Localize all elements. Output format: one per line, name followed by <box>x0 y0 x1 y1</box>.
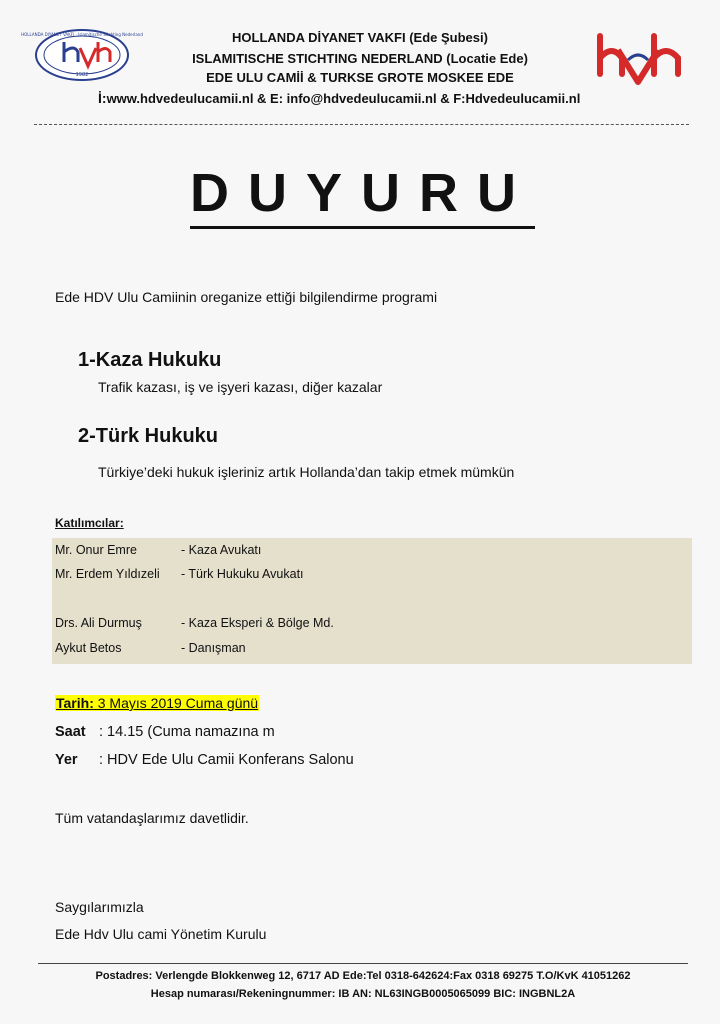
footer-bank: Hesap numarası/Rekeningnummer: IB AN: NL63INGB0005065099 BIC: INGBNL2A <box>150 988 576 1000</box>
invitation-text: Tüm vatandaşlarımız davetlidir. <box>55 810 249 826</box>
hdv-brand-logo <box>592 30 688 86</box>
event-location <box>55 752 354 768</box>
location-label: Yer <box>55 752 78 768</box>
participants-heading: Katılımcılar: <box>55 516 124 530</box>
footer-address: Postadres: Verlengde Blokkenweg 12, 6717 AD Ede:Tel 0318-642624:Fax 0318 69275 T.O/KvK 41051262 <box>95 970 631 982</box>
location-value: : HDV Ede Ulu Camii Konferans Salonu <box>99 752 354 768</box>
closing-signatory: Ede Hdv Ulu cami Yönetim Kurulu <box>55 926 267 942</box>
section-1-title: 1-Kaza Hukuku <box>78 349 222 371</box>
date-label: Tarih: <box>56 695 94 711</box>
section-2-desc: Türkiye’deki hukuk işleriniz artık Hollanda’dan takip etmek mümkün <box>98 464 515 480</box>
participant-row <box>55 616 334 630</box>
time-value: : 14.15 (Cuma namazına m <box>99 724 275 740</box>
header-line-1: HOLLANDA DİYANET VAKFI (Ede Şubesi) <box>232 30 488 45</box>
participant-row <box>55 567 304 581</box>
event-date <box>55 695 259 711</box>
contact-lead: İ: <box>98 90 107 106</box>
participant-name: Mr. Erdem Yıldızeli <box>55 567 160 581</box>
participant-role: - Kaza Avukatı <box>181 543 262 557</box>
participant-name: Mr. Onur Emre <box>55 543 137 557</box>
header-line-3: EDE ULU CAMİİ & TURKSE GROTE MOSKEE EDE <box>206 70 514 85</box>
participant-role: - Danışman <box>181 641 246 655</box>
footer-divider <box>38 963 688 964</box>
contact-details: www.hdvedeulucamii.nl & E: info@hdvedeulucamii.nl & F:Hdvedeulucamii.nl <box>106 91 581 106</box>
participant-name: Aykut Betos <box>55 641 122 655</box>
section-1-desc: Trafik kazası, iş ve işyeri kazası, diğer kazalar <box>98 379 383 395</box>
closing-salutation: Saygılarımızla <box>55 899 144 915</box>
time-label: Saat <box>55 724 86 740</box>
intro-text: Ede HDV Ulu Camiinin oreganize ettiği bilgilendirme programi <box>55 289 438 305</box>
page-title: DUYURU <box>190 162 535 229</box>
foundation-seal-logo <box>21 28 143 82</box>
header-contact <box>98 90 658 106</box>
header-divider <box>34 124 689 125</box>
event-time <box>55 724 275 740</box>
participant-name: Drs. Ali Durmuş <box>55 616 142 630</box>
participant-row <box>55 543 261 557</box>
header-line-2: ISLAMITISCHE STICHTING NEDERLAND (Locatie Ede) <box>192 51 528 66</box>
date-value: 3 Mayıs 2019 Cuma günü <box>93 695 259 711</box>
seal-year: 1982 <box>75 72 89 78</box>
seal-text: HOLLANDA DIYANET VAKFI · Islamitische Stichting Nederland <box>21 32 143 37</box>
participant-role: - Kaza Eksperi & Bölge Md. <box>181 616 334 630</box>
section-2-title: 2-Türk Hukuku <box>78 425 219 447</box>
participant-role: - Türk Hukuku Avukatı <box>181 567 304 581</box>
participant-row <box>55 641 246 655</box>
